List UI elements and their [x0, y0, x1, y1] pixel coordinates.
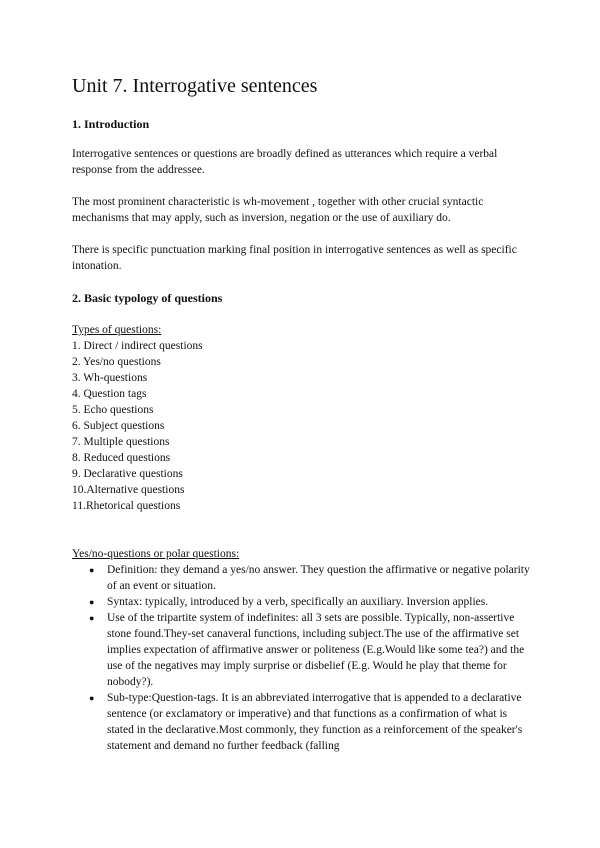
yesno-label: Yes/no-questions or polar questions: [72, 548, 240, 560]
section-1-heading: 1. Introduction [72, 117, 150, 131]
bullet-item [72, 690, 532, 754]
list-item: 1. Direct / indirect questions [72, 340, 203, 352]
bullet-item [72, 594, 532, 610]
list-item: 2. Yes/no questions [72, 356, 161, 368]
intro-paragraph-1: Interrogative sentences or questions are broadly defined as utterances which require a verbal response from the addressee. [72, 148, 498, 176]
list-item: 8. Reduced questions [72, 452, 171, 464]
bullet-text: Use of the tripartite system of indefinites: all 3 sets are possible. Typically, non-assertive stone found.They-set canaveral functions, including subject.The use of the affirmative set implies expectation of affirmative answer or politeness (E.g.Would like some tea?) and the use of the negatives may imply surprise or disbelief (E.g. Would he play that theme for nobody?). [107, 612, 525, 688]
list-item: 7. Multiple questions [72, 436, 170, 448]
intro-paragraph-2: The most prominent characteristic is wh-movement , together with other crucial syntactic mechanisms that may apply, such as inversion, negation or the use of auxiliary do. [72, 196, 484, 224]
list-item: 11.Rhetorical questions [72, 500, 181, 512]
intro-paragraph-3: There is specific punctuation marking final position in interrogative sentences as well as specific intonation. [72, 244, 517, 272]
list-item: 4. Question tags [72, 388, 147, 400]
bullet-item [72, 562, 532, 594]
page-title: Unit 7. Interrogative sentences [72, 75, 318, 97]
types-label: Types of questions: [72, 324, 162, 336]
list-item: 3. Wh-questions [72, 372, 148, 384]
bullet-icon: ● [89, 565, 95, 575]
bullet-text: Syntax: typically, introduced by a verb, specifically an auxiliary. Inversion applies. [107, 596, 489, 608]
bullet-text: Definition: they demand a yes/no answer. They question the affirmative or negative polarity of an event or situation. [107, 564, 530, 592]
list-item: 9. Declarative questions [72, 468, 183, 480]
types-list [72, 338, 203, 514]
list-item: 10.Alternative questions [72, 484, 185, 496]
bullet-text: Sub-type:Question-tags. It is an abbreviated interrogative that is appended to a declarative sentence (or exclamatory or imperative) and that functions as a confirmation of what is stated in the declarative.Most commonly, they function as a reinforcement of the speaker's statement and demand no further feedback (falling [107, 692, 523, 752]
list-item: 5. Echo questions [72, 404, 154, 416]
bullet-icon: ● [89, 693, 95, 703]
list-item: 6. Subject questions [72, 420, 165, 432]
bullet-icon: ● [89, 613, 95, 623]
bullet-icon: ● [89, 597, 95, 607]
bullet-item [72, 610, 532, 690]
section-2-heading: 2. Basic typology of questions [72, 291, 223, 305]
yesno-bullet-list [72, 562, 532, 754]
